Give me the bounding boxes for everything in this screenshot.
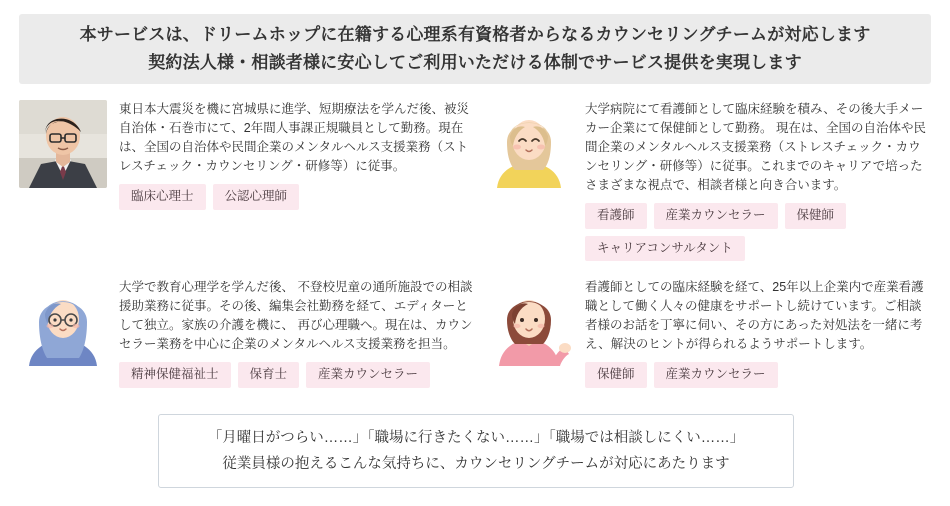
profile-text-4	[573, 278, 931, 388]
profile-row-1	[19, 100, 931, 261]
qualification-tag: 産業カウンセラー	[654, 203, 778, 229]
footer-quote-box	[158, 414, 794, 488]
profile-tags-4	[585, 362, 931, 388]
qualification-tag: 精神保健福祉士	[119, 362, 231, 388]
footer-line-1: 「月曜日がつらい……」「職場に行きたくない……」「職場では相談しにくい……」	[207, 430, 745, 446]
avatar-illustration-female-glasses	[19, 278, 107, 366]
profile-bio-2: 大学病院にて看護師として臨床経験を積み、その後大手メーカー企業にて保健師として勤務。 現在は、全国の自治体や民間企業のメンタルヘルス支援業務（ストレスチェック・カウンセリング・研修等）に従事。これまでのキャリアで培ったさまざまな視点で、相談者様と向き合います。	[585, 102, 926, 192]
profile-tags-2	[585, 203, 931, 261]
footer-line-2: 従業員様の抱えるこんな気持ちに、カウンセリングチームが対応にあたります	[222, 456, 730, 472]
header-line-2: 契約法人様・相談者様に安心してご利用いただける体制でサービス提供を実現します	[148, 53, 802, 72]
avatar-illustration-female-nurse	[485, 100, 573, 188]
profile-card-2	[475, 100, 931, 261]
profile-text-2	[573, 100, 931, 261]
qualification-tag: キャリアコンサルタント	[585, 236, 745, 262]
profile-card-3	[19, 278, 475, 388]
avatar-illustration-female-pink	[485, 278, 573, 366]
avatar-photo-male-counselor	[19, 100, 107, 188]
qualification-tag: 保健師	[585, 362, 647, 388]
profile-text-3	[107, 278, 475, 388]
profile-grid	[19, 100, 931, 388]
profile-tags-1	[119, 184, 475, 210]
header-banner	[19, 14, 931, 84]
profile-bio-4: 看護師としての臨床経験を経て、25年以上企業内で産業看護職として働く人々の健康をサポートし続けています。ご相談者様のお話を丁寧に伺い、その方にあった対処法を一緒に考え、解決のヒントが得られるようサポートします。	[585, 280, 924, 351]
profile-text-1	[107, 100, 475, 261]
qualification-tag: 看護師	[585, 203, 647, 229]
qualification-tag: 産業カウンセラー	[306, 362, 430, 388]
profile-bio-1: 東日本大震災を機に宮城県に進学、短期療法を学んだ後、被災自治体・石巻市にて、2年間人事課正規職員として勤務。現在は、全国の自治体や民間企業のメンタルヘルス支援業務（ストレスチェック・カウンセリング・研修等）に従事。	[119, 102, 470, 173]
profile-row-2	[19, 278, 931, 388]
profile-card-1	[19, 100, 475, 261]
qualification-tag: 臨床心理士	[119, 184, 206, 210]
profile-bio-3: 大学で教育心理学を学んだ後、 不登校児童の通所施設での相談援助業務に従事。その後、編集会社勤務を経て、エディターとして独立。家族の介護を機に、 再び心理職へ。現在は、カウンセラー業務を中心に企業のメンタルヘルス支援業務を担当。	[119, 280, 473, 351]
profile-tags-3	[119, 362, 475, 388]
qualification-tag: 保育士	[238, 362, 300, 388]
qualification-tag: 公認心理師	[213, 184, 300, 210]
qualification-tag: 産業カウンセラー	[654, 362, 778, 388]
qualification-tag: 保健師	[785, 203, 847, 229]
profile-card-4	[475, 278, 931, 388]
header-line-1: 本サービスは、ドリームホップに在籍する心理系有資格者からなるカウンセリングチームが対応します	[79, 25, 871, 44]
